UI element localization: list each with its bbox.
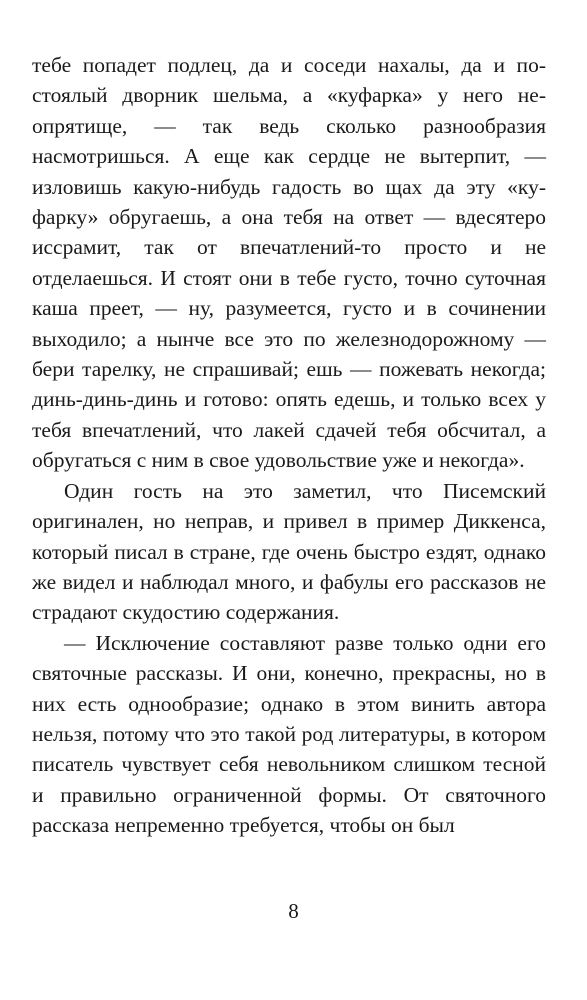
paragraph-1: тебе попадет подлец, да и соседи нахалы, да и постоялый дворник шельма, а «куфарка» у него неопрятище, — так ведь сколько разнообразия насмотришься. А еще как сердце не вытерпит, — изловишь какую-нибудь гадость во щах да эту «куфарку» обругаешь, а она тебя на ответ — вдесятеро иссрамит, так от впечатлений-то просто и не отделаешься. И стоят они в тебе густо, точно суточная каша преет, — ну, разумеется, густо и в сочинении выходило; а нынче все это по железнодорожному — бери тарелку, не спрашивай; ешь — пожевать некогда; динь-динь-динь и готово: опять едешь, и только всех у тебя впечатлений, что лакей сдачей тебя обсчитал, а обругаться с ним в свое удовольствие уже и некогда». xyxy=(32,53,546,473)
page-number: 8 xyxy=(288,899,299,923)
paragraph-3: — Исключение составляют разве только одни его святочные рассказы. И они, конечно, прекрасны, но в них есть однообразие; однако в этом винить автора нельзя, потому что это такой род литературы, в котором писатель чувствует себя невольником слишком тесной и правильно ограниченной формы. От святочного рассказа непременно требуется, чтобы он был xyxy=(32,630,546,838)
paragraph-2: Один гость на это заметил, что Писемский оригинален, но неправ, и привел в пример Диккенса, который писал в стране, где очень быстро ездят, однако же видел и наблюдал много, и фабулы его рассказов не страдают скудостию содержания. xyxy=(32,478,546,625)
book-page-text xyxy=(32,50,546,841)
